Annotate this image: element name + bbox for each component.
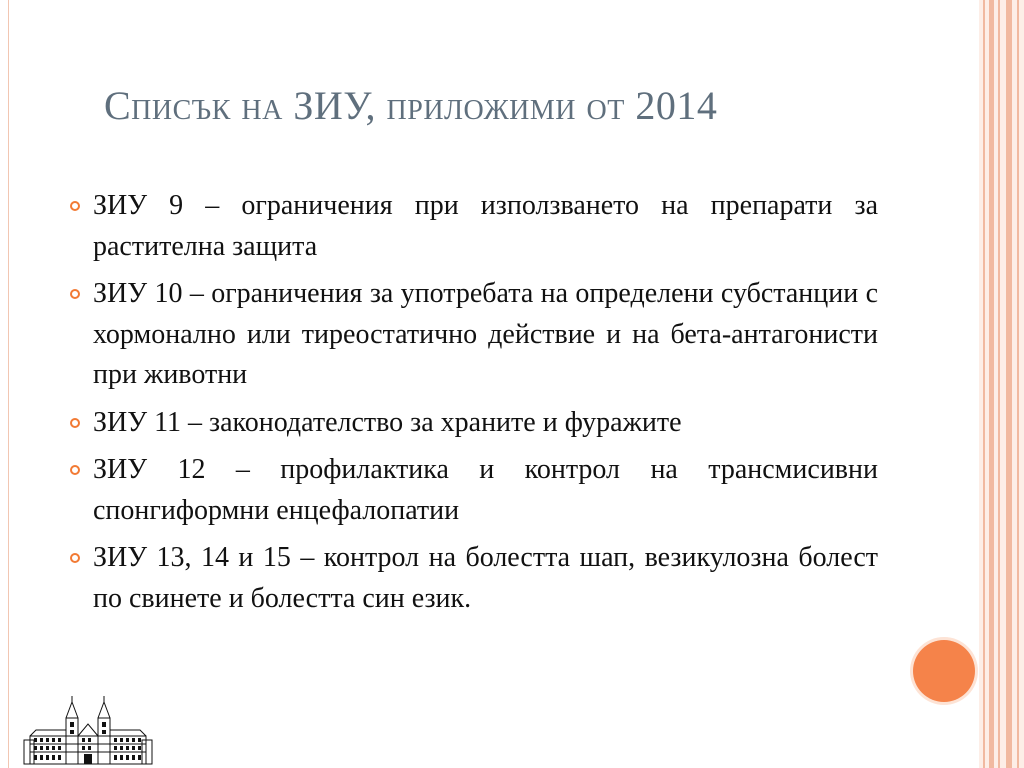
ring-bullet-icon [70, 289, 80, 299]
decorative-side-stripes [979, 0, 1024, 768]
list-item-text: ЗИУ 10 – ограничения за употребата на определени субстанции с хормонално или тиреостатично действие и на бета-антагонисти при животни [93, 278, 878, 390]
list-item [70, 186, 878, 267]
bullet-list [70, 186, 878, 626]
ring-bullet-icon [70, 418, 80, 428]
list-item [70, 274, 878, 396]
ring-bullet-icon [70, 201, 80, 211]
list-item [70, 403, 878, 444]
list-item-text: ЗИУ 11 – законодателство за храните и фуражите [93, 406, 682, 438]
ring-bullet-icon [70, 553, 80, 563]
university-building-icon [22, 694, 154, 766]
list-item-text: ЗИУ 9 – ограничения при използването на препарати за растителна защита [93, 190, 878, 262]
list-item-text: ЗИУ 12 – профилактика и контрол на трансмисивни спонгиформни енцефалопатии [93, 454, 878, 526]
ring-bullet-icon [70, 465, 80, 475]
accent-circle [913, 640, 975, 702]
slide-title: Списък на ЗИУ, приложими от 2014 [104, 83, 718, 128]
list-item-text: ЗИУ 13, 14 и 15 – контрол на болестта шап, везикулозна болест по свинете и болестта син език. [93, 542, 878, 614]
list-item [70, 538, 878, 619]
list-item [70, 450, 878, 531]
